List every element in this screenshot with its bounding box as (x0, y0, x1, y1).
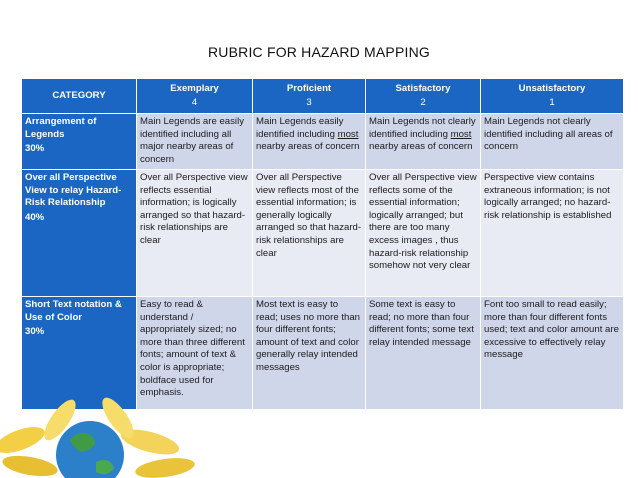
cell-text-pre: Main Legends not clearly identified including (369, 116, 476, 140)
header-level-1 (481, 79, 624, 114)
level-score: 4 (191, 97, 198, 108)
rubric-cell: Easy to read & understand / appropriately sized; no more than three different fonts; amount of text & color is appropriate; boldface used for emphasis. (137, 297, 253, 410)
level-label: Satisfactory (395, 83, 451, 94)
row-category (22, 170, 137, 297)
header-level-3 (253, 79, 366, 114)
rubric-cell: Font too small to read easily; more than four different fonts used; text and color amount are excessive to effectively relay message (481, 297, 624, 410)
category-label: Arrangement of Legends (25, 116, 97, 140)
category-label: Over all Perspective View to relay Hazard-Risk Relationship (25, 172, 122, 209)
rubric-cell: Some text is easy to read; no more than four different fonts; some text relay intended message (366, 297, 481, 410)
globe-shape (56, 421, 124, 478)
rubric-table (21, 78, 624, 410)
rubric-cell: Over all Perspective view reflects most of the essential information; is generally logically arranged so that hazard-risk relationships are clear (253, 170, 366, 297)
cell-text-emphasis: most (337, 128, 359, 140)
cell-text-emphasis: most (450, 128, 472, 140)
rubric-cell: Over all Perspective view reflects essential information; is logically arranged so that hazard-risk relationships are clear (137, 170, 253, 297)
table-row (22, 114, 624, 170)
level-label: Unsatisfactory (518, 83, 586, 94)
category-weight: 30% (25, 143, 45, 155)
category-label: Short Text notation & Use of Color (25, 299, 122, 323)
row-category (22, 114, 137, 170)
rubric-cell: Most text is easy to read; uses no more than four different fonts; amount of text and color generally relay intended messages (253, 297, 366, 410)
rubric-cell: Main Legends are easily identified including all major nearby areas of concern (137, 114, 253, 170)
flower-globe-decoration (0, 380, 200, 478)
category-weight: 30% (25, 326, 45, 338)
slide-title: RUBRIC FOR HAZARD MAPPING (207, 44, 430, 60)
header-level-4 (137, 79, 253, 114)
cell-text-post: nearby areas of concern (256, 141, 360, 153)
header-category: CATEGORY (22, 79, 137, 114)
level-label: Exemplary (170, 83, 219, 94)
table-row (22, 170, 624, 297)
rubric-cell (253, 114, 366, 170)
rubric-cell: Main Legends not clearly identified including all areas of concern (481, 114, 624, 170)
rubric-cell: Perspective view contains extraneous information; is not logically arranged; no hazard-risk relationship is established (481, 170, 624, 297)
level-score: 2 (420, 97, 426, 108)
rubric-cell: Over all Perspective view reflects some of the essential information; logically arranged; but there are too many excess images , thus hazard-risk relationship somehow not very clear (366, 170, 481, 297)
cell-text-pre: Main Legends easily identified including (256, 116, 344, 140)
cell-text-post: nearby areas of concern (369, 141, 473, 153)
header-level-2 (366, 79, 481, 114)
level-score: 3 (306, 97, 312, 108)
level-score: 1 (549, 97, 555, 108)
level-label: Proficient (286, 83, 332, 94)
rubric-cell (366, 114, 481, 170)
category-weight: 40% (25, 211, 45, 223)
